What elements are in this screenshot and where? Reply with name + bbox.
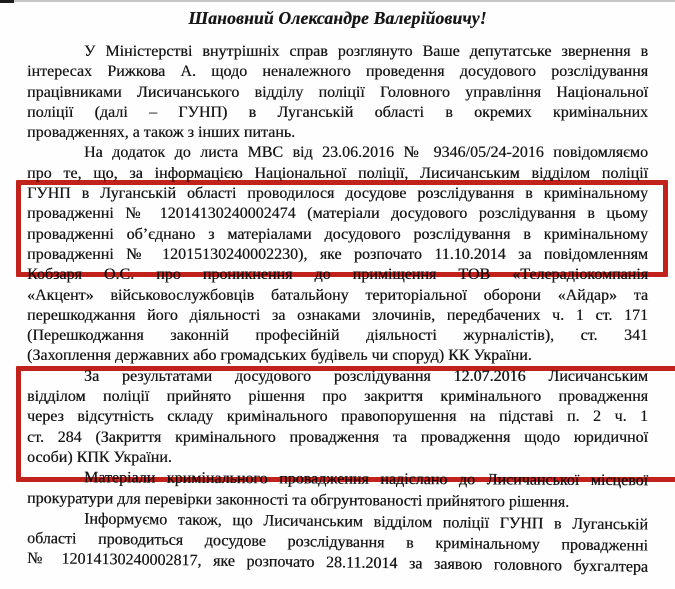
text-line: Кобзаря О.С. про проникнення до приміщення ТОВ «Телерадіокомпанія — [27, 266, 648, 284]
letter-salutation: Шановний Олександре Валерійовичу! — [188, 8, 487, 28]
document-body — [26, 42, 649, 577]
text-line: провадженні об’єднано з матеріалами досудового розслідування в кримінальному — [27, 225, 648, 243]
scan-artifact-corner-mark — [0, 0, 14, 3]
text-line: працівниками Лисичанського відділу поліції Головного управління Національної — [27, 83, 648, 101]
text-line: (Захоплення державних або громадських будівель чи споруд) КК України. — [27, 347, 532, 365]
text-line: (Перешкоджання законній професійній діяльності журналістів), ст. 341 — [27, 327, 648, 345]
text-line: через відсутність складу кримінального правопорушення на підставі п. 2 ч. 1 — [27, 408, 648, 426]
text-line: За результатами досудового розслідування 12.07.2016 Лисичанським — [84, 367, 648, 385]
text-line: перешкоджання його діяльності за ознаками злочинів, передбачених ч. 1 ст. 171 — [27, 306, 648, 324]
text-line: особи) КПК України. — [27, 448, 172, 466]
scan-artifact-top-edge — [0, 0, 675, 2]
text-line: провадженні № 12015130240002230), яке розпочато 11.10.2014 за повідомленням — [27, 245, 648, 263]
text-line: провадженні № 12014130240002474 (матеріали досудового розслідування в цьому — [27, 205, 648, 223]
text-line: відділом поліції прийнято рішення про закриття кримінального провадження — [27, 388, 648, 406]
text-line: Інформуємо також, що Лисичанським відділом поліції ГУНП в Луганській — [83, 510, 649, 534]
text-line: про те, що, за інформацією Національної поліції, Лисичанським відділом поліції — [27, 164, 648, 182]
text-line: поліції (далі – ГУНП) в Луганській області в окремих кримінальних — [27, 103, 648, 121]
text-line: ст. 284 (Закриття кримінального провадження та провадження щодо юридичної — [27, 428, 648, 446]
text-line: На додаток до листа МВС від 23.06.2016 № 9346/05/24-2016 повідомляємо — [84, 144, 648, 162]
text-line: У Міністерстві внутрішніх справ розглянуто Ваше депутатське звернення в — [84, 43, 648, 60]
text-line: № 12014130240002817, яке розпочато 28.11.2014 за заявою головного бухгалтера — [26, 550, 649, 577]
red-highlight-box-2 — [16, 366, 675, 482]
text-line: прокуратури для перевірки законності та обгрунтованості прийнятого рішення. — [26, 489, 570, 511]
text-line: провадженнях, а також з інших питань. — [27, 124, 296, 142]
text-line: «Акцент» військовослужбовців батальйону територіальної оборони «Айдар» та — [27, 286, 648, 304]
text-line: Матеріали кримінального провадження надіслано до Лисичанської місцевої — [83, 469, 649, 490]
text-line: області проводиться досудове розслідування в кримінальному провадженні — [26, 530, 649, 555]
text-line: інтересах Рижкова А. щодо неналежного проведення досудового розслідування — [27, 63, 648, 81]
text-line: ГУНП в Луганській області проводилося досудове розслідування в кримінальному — [27, 185, 648, 203]
red-highlight-box-1 — [16, 180, 668, 277]
